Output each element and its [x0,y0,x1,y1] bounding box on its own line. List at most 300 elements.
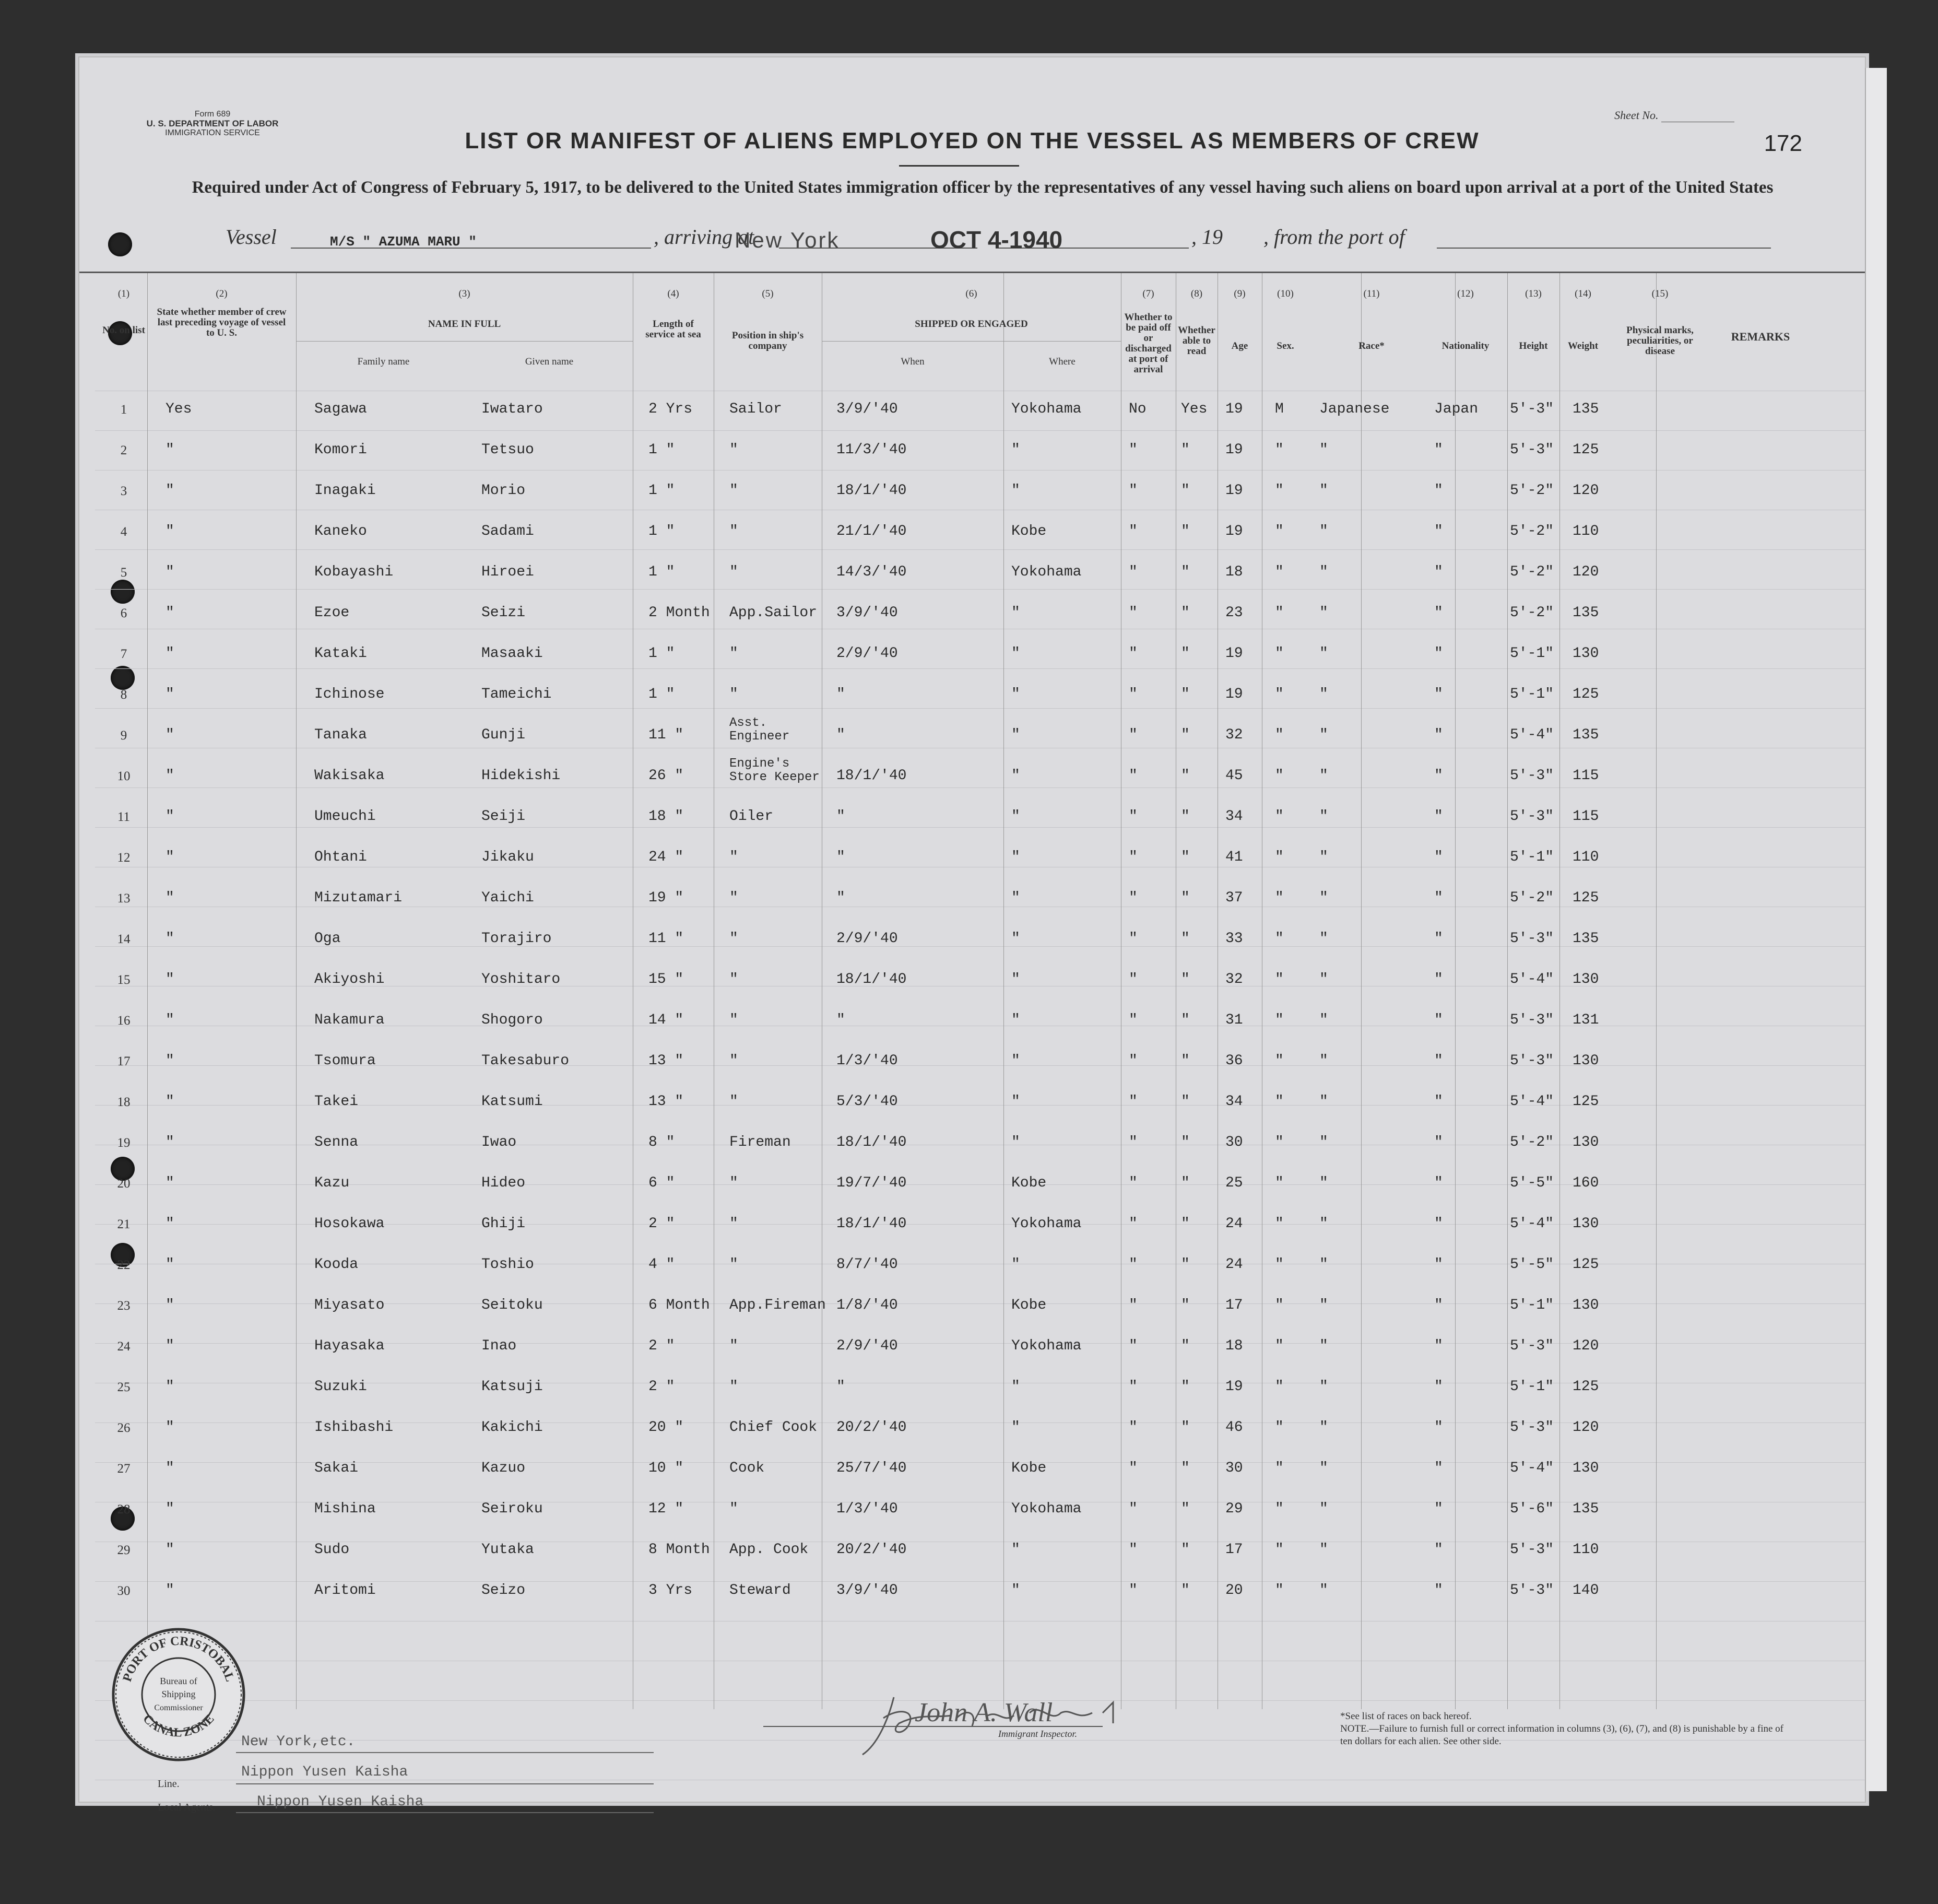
cell-family-name: Kataki [314,645,367,662]
cell-nationality: " [1434,808,1443,825]
cell-weight: 125 [1573,890,1599,906]
header-given-name: Given name [525,356,574,367]
grid-line [95,668,1865,669]
cell-service-length: 8 " [648,1134,675,1150]
cell-service-length: 1 " [648,442,675,458]
cell-able-to-read: " [1181,483,1190,499]
cell-position: " [729,1256,738,1273]
manifest-sheet [78,56,1866,1813]
cell-service-length: 20 " [648,1419,684,1436]
cell-row-number: 27 [117,1462,131,1476]
cell-when-engaged: 18/1/'40 [836,971,907,988]
department-name: U. S. DEPARTMENT OF LABOR [146,119,279,128]
cell-sex: " [1275,1501,1284,1517]
grid-line [95,470,1865,471]
cell-paid-off: " [1129,1501,1138,1517]
cell-weight: 135 [1573,401,1599,417]
grid-line [95,1105,1865,1106]
crew-manifest-table [79,272,1865,1709]
cell-service-length: 14 " [648,1012,684,1028]
cell-where-engaged: " [1011,1379,1020,1395]
cell-service-length: 26 " [648,768,684,784]
cell-position: " [729,483,738,499]
cell-given-name: Sadami [481,523,534,539]
cell-able-to-read: " [1181,442,1190,458]
cell-weight: 120 [1573,1338,1599,1354]
cell-able-to-read: " [1181,1094,1190,1110]
cell-height: 5'-4" [1510,1460,1554,1476]
cell-race: " [1319,1297,1328,1313]
cell-family-name: Tsomura [314,1053,376,1069]
cell-row-number: 28 [117,1502,131,1517]
arriving-label: , arriving at [654,225,754,249]
from-port-field [1437,230,1771,249]
cell-sex: " [1275,1460,1284,1476]
cell-age: 30 [1225,1460,1243,1476]
cell-paid-off: " [1129,808,1138,825]
header-shipped-rule [822,341,1121,342]
cell-prev-voyage: " [166,808,174,825]
cell-age: 19 [1225,645,1243,662]
cell-row-number: 15 [117,973,131,987]
cell-sex: " [1275,523,1284,539]
cell-height: 5'-3" [1510,1542,1554,1558]
cell-weight: 115 [1573,808,1599,825]
cell-age: 32 [1225,971,1243,988]
cell-row-number: 11 [117,810,131,824]
cell-able-to-read: " [1181,1542,1190,1558]
cell-weight: 115 [1573,768,1599,784]
cell-when-engaged: 2/9/'40 [836,931,898,947]
cell-sex: " [1275,1216,1284,1232]
header-where: Where [1049,356,1076,367]
cell-given-name: Hiroei [481,564,534,580]
cell-service-length: 8 Month [648,1542,710,1558]
cell-service-length: 15 " [648,971,684,988]
cell-weight: 110 [1573,1542,1599,1558]
cell-height: 5'-5" [1510,1256,1554,1273]
cell-row-number: 22 [117,1258,131,1272]
header-col1-number: (1) [117,288,130,299]
cell-height: 5'-1" [1510,645,1554,662]
cell-service-length: 6 Month [648,1297,710,1313]
header-col13-number: (13) [1525,288,1542,299]
cell-age: 18 [1225,1338,1243,1354]
cell-row-number: 23 [117,1299,131,1313]
cell-where-engaged: " [1011,1134,1020,1150]
cell-race: " [1319,1419,1328,1436]
cell-family-name: Aritomi [314,1582,376,1599]
cell-position: App.Fireman [729,1297,826,1313]
header-name-rule [296,341,633,342]
svg-text:Bureau of: Bureau of [160,1676,197,1686]
cell-sex: " [1275,564,1284,580]
cell-age: 18 [1225,564,1243,580]
cell-when-engaged: 19/7/'40 [836,1175,907,1191]
header-position: Position in ship's company [731,330,804,351]
footer-agents-typed: Nippon Yusen Kaisha [257,1794,424,1810]
cell-where-engaged: Kobe [1011,1175,1047,1191]
header-name-in-full: NAME IN FULL [428,319,501,330]
cell-race: " [1319,1379,1328,1395]
cell-row-number: 13 [117,891,131,906]
cell-prev-voyage: " [166,1256,174,1273]
cell-row-number: 6 [120,606,127,620]
cell-weight: 131 [1573,1012,1599,1028]
cell-row-number: 14 [117,932,131,946]
cell-service-length: 6 " [648,1175,675,1191]
cell-when-engaged: 1/3/'40 [836,1053,898,1069]
cell-nationality: " [1434,1419,1443,1436]
cell-able-to-read: " [1181,1134,1190,1150]
cell-weight: 120 [1573,1419,1599,1436]
cell-sex: " [1275,1256,1284,1273]
cell-weight: 130 [1573,1053,1599,1069]
sheet-number-label [1614,109,1734,122]
cell-race: " [1319,1542,1328,1558]
cell-sex: " [1275,1297,1284,1313]
cell-able-to-read: " [1181,1379,1190,1395]
cell-position: " [729,564,738,580]
cell-when-engaged: " [836,890,845,906]
footer-line-label: Line. [158,1778,180,1790]
header-when: When [901,356,925,367]
cell-paid-off: " [1129,483,1138,499]
cell-weight: 130 [1573,1460,1599,1476]
cell-family-name: Kobayashi [314,564,394,580]
cell-nationality: " [1434,1256,1443,1273]
column-divider [1003,273,1004,1709]
cell-prev-voyage: " [166,564,174,580]
cell-when-engaged: 3/9/'40 [836,1582,898,1599]
cell-sex: " [1275,890,1284,906]
cell-race: " [1319,1501,1328,1517]
cell-age: 33 [1225,931,1243,947]
cell-able-to-read: " [1181,1256,1190,1273]
cell-family-name: Sagawa [314,401,367,417]
cell-nationality: Japan [1434,401,1479,417]
cell-race: " [1319,1582,1328,1599]
sheet-number: 172 [1764,131,1802,156]
cell-service-length: 11 " [648,727,684,743]
cell-family-name: Umeuchi [314,808,376,825]
cell-when-engaged: 5/3/'40 [836,1094,898,1110]
header-col10-number: (10) [1277,288,1294,299]
cell-age: 34 [1225,808,1243,825]
cell-position: App. Cook [729,1542,809,1558]
cell-able-to-read: " [1181,1297,1190,1313]
cell-prev-voyage: " [166,1542,174,1558]
cell-family-name: Ohtani [314,849,367,865]
cell-service-length: 13 " [648,1053,684,1069]
inspector-label: Immigrant Inspector. [998,1729,1077,1739]
cell-family-name: Wakisaka [314,768,385,784]
cell-given-name: Seitoku [481,1297,543,1313]
cell-able-to-read: " [1181,1460,1190,1476]
cell-service-length: 2 " [648,1216,675,1232]
cell-given-name: Hidekishi [481,768,561,784]
cell-given-name: Jikaku [481,849,534,865]
cell-paid-off: " [1129,1460,1138,1476]
cell-height: 5'-1" [1510,1379,1554,1395]
cell-weight: 140 [1573,1582,1599,1599]
cell-able-to-read: " [1181,808,1190,825]
cell-service-length: 3 Yrs [648,1582,693,1599]
cell-sex: " [1275,483,1284,499]
port-of-cristobal-stamp [108,1624,249,1765]
cell-given-name: Shogoro [481,1012,543,1028]
cell-row-number: 5 [120,566,127,580]
cell-given-name: Takesaburo [481,1053,570,1069]
cell-position: " [729,1094,738,1110]
cell-position: Engine's Store Keeper [729,757,820,784]
cell-given-name: Toshio [481,1256,534,1273]
cell-sex: M [1275,401,1284,417]
service-name: IMMIGRATION SERVICE [165,128,260,137]
cell-position: " [729,1379,738,1395]
cell-where-engaged: " [1011,442,1020,458]
cell-paid-off: " [1129,1094,1138,1110]
cell-paid-off: " [1129,727,1138,743]
cell-paid-off: " [1129,645,1138,662]
cell-paid-off: " [1129,605,1138,621]
cell-family-name: Ishibashi [314,1419,394,1436]
cell-prev-voyage: " [166,890,174,906]
cell-race: " [1319,483,1328,499]
header-no-on-list: No. on list [102,325,145,336]
cell-race: Japanese [1319,401,1390,417]
cell-position: " [729,1053,738,1069]
from-port-label: , from the port of [1263,225,1405,249]
cell-position: Sailor [729,401,782,417]
cell-where-engaged: Kobe [1011,1460,1047,1476]
cell-age: 41 [1225,849,1243,865]
cell-weight: 135 [1573,931,1599,947]
cell-sex: " [1275,1175,1284,1191]
cell-where-engaged: " [1011,971,1020,988]
cell-weight: 135 [1573,727,1599,743]
cell-paid-off: " [1129,890,1138,906]
cell-nationality: " [1434,1175,1443,1191]
cell-given-name: Torajiro [481,931,552,947]
header-col7-number: (7) [1142,288,1154,299]
cell-age: 30 [1225,1134,1243,1150]
grid-line [95,827,1865,828]
cell-given-name: Inao [481,1338,517,1354]
cell-race: " [1319,1094,1328,1110]
cell-given-name: Katsumi [481,1094,543,1110]
cell-when-engaged: 20/2/'40 [836,1542,907,1558]
cell-age: 36 [1225,1053,1243,1069]
cell-sex: " [1275,442,1284,458]
cell-height: 5'-3" [1510,401,1554,417]
form-number: Form 689 [194,110,231,119]
page-subtitle: Required under Act of Congress of February 5, 1917, to be delivered to the United States immigration officer by the representatives of any vessel having such aliens on board upon arrival at a port of the United States [192,178,1774,197]
cell-able-to-read: " [1181,1338,1190,1354]
cell-nationality: " [1434,849,1443,865]
cell-where-engaged: " [1011,1542,1020,1558]
cell-sex: " [1275,1134,1284,1150]
page-title: LIST OR MANIFEST OF ALIENS EMPLOYED ON THE VESSEL AS MEMBERS OF CREW [465,128,1480,154]
cell-age: 37 [1225,890,1243,906]
cell-family-name: Takei [314,1094,359,1110]
cell-nationality: " [1434,1582,1443,1599]
cell-when-engaged: 8/7/'40 [836,1256,898,1273]
grid-line [95,430,1865,431]
cell-height: 5'-3" [1510,442,1554,458]
cell-where-engaged: " [1011,768,1020,784]
cell-age: 19 [1225,523,1243,539]
cell-family-name: Hosokawa [314,1216,385,1232]
cell-prev-voyage: " [166,971,174,988]
cell-nationality: " [1434,1216,1443,1232]
cell-nationality: " [1434,686,1443,702]
cell-family-name: Ezoe [314,605,350,621]
cell-nationality: " [1434,971,1443,988]
cell-age: 34 [1225,1094,1243,1110]
cell-nationality: " [1434,1297,1443,1313]
cell-prev-voyage: " [166,1501,174,1517]
cell-where-engaged: " [1011,1012,1020,1028]
cell-paid-off: " [1129,1053,1138,1069]
cell-age: 25 [1225,1175,1243,1191]
column-divider [1361,273,1362,1709]
footer-line-2 [236,1783,654,1784]
cell-nationality: " [1434,1338,1443,1354]
column-divider [1656,273,1657,1709]
cell-nationality: " [1434,727,1443,743]
cell-given-name: Gunji [481,727,526,743]
cell-position: " [729,971,738,988]
cell-row-number: 24 [117,1339,131,1354]
cell-weight: 120 [1573,564,1599,580]
cell-where-engaged: Yokohama [1011,564,1082,580]
cell-where-engaged: Yokohama [1011,1216,1082,1232]
cell-row-number: 25 [117,1380,131,1394]
cell-where-engaged: " [1011,1256,1020,1273]
cell-service-length: 4 " [648,1256,675,1273]
cell-age: 45 [1225,768,1243,784]
cell-when-engaged: 3/9/'40 [836,401,898,417]
cell-race: " [1319,1053,1328,1069]
cell-row-number: 16 [117,1014,131,1028]
cell-height: 5'-4" [1510,1216,1554,1232]
header-length-of-service: Length of service at sea [645,319,701,340]
cell-weight: 130 [1573,1297,1599,1313]
cell-when-engaged: " [836,849,845,865]
cell-service-length: 2 Yrs [648,401,693,417]
cell-row-number: 3 [120,484,127,498]
cell-height: 5'-1" [1510,686,1554,702]
cell-given-name: Ghiji [481,1216,526,1232]
cell-nationality: " [1434,1460,1443,1476]
cell-service-length: 13 " [648,1094,684,1110]
cell-paid-off: " [1129,971,1138,988]
arrival-port: New York [735,228,840,252]
cell-prev-voyage: " [166,727,174,743]
footer-port-typed: New York,etc. [241,1734,356,1750]
header-col12-number: (12) [1457,288,1474,299]
header-col9-number: (9) [1234,288,1246,299]
cell-age: 24 [1225,1256,1243,1273]
cell-sex: " [1275,768,1284,784]
cell-nationality: " [1434,931,1443,947]
cell-able-to-read: " [1181,1501,1190,1517]
cell-prev-voyage: " [166,1419,174,1436]
cell-given-name: Kakichi [481,1419,543,1436]
cell-race: " [1319,1216,1328,1232]
cell-paid-off: " [1129,1419,1138,1436]
cell-age: 24 [1225,1216,1243,1232]
grid-line [95,946,1865,947]
cell-when-engaged: 25/7/'40 [836,1460,907,1476]
cell-race: " [1319,686,1328,702]
cell-prev-voyage: " [166,768,174,784]
cell-position: " [729,849,738,865]
cell-where-engaged: Kobe [1011,1297,1047,1313]
cell-height: 5'-3" [1510,1419,1554,1436]
cell-where-engaged: " [1011,686,1020,702]
cell-paid-off: " [1129,1256,1138,1273]
cell-prev-voyage: " [166,1582,174,1599]
cell-where-engaged: " [1011,1094,1020,1110]
cell-weight: 130 [1573,1134,1599,1150]
column-divider [1559,273,1560,1709]
cell-prev-voyage: " [166,1094,174,1110]
cell-age: 19 [1225,401,1243,417]
cell-able-to-read: " [1181,931,1190,947]
cell-given-name: Iwao [481,1134,517,1150]
cell-age: 19 [1225,1379,1243,1395]
cell-race: " [1319,1460,1328,1476]
cell-given-name: Seizo [481,1582,526,1599]
header-weight: Weight [1567,340,1599,351]
cell-weight: 110 [1573,523,1599,539]
svg-text:PORT OF CRISTOBAL: PORT OF CRISTOBAL [120,1634,237,1684]
cell-height: 5'-3" [1510,1582,1554,1599]
cell-height: 5'-2" [1510,523,1554,539]
cell-able-to-read: Yes [1181,401,1208,417]
cell-family-name: Hayasaka [314,1338,385,1354]
cell-height: 5'-2" [1510,890,1554,906]
cell-weight: 120 [1573,483,1599,499]
cell-row-number: 21 [117,1217,131,1231]
cell-service-length: 2 " [648,1379,675,1395]
cell-nationality: " [1434,1542,1443,1558]
cell-prev-voyage: " [166,931,174,947]
cell-prev-voyage: Yes [166,401,192,417]
cell-when-engaged: " [836,1012,845,1028]
cell-able-to-read: " [1181,727,1190,743]
cell-given-name: Morio [481,483,526,499]
cell-paid-off: " [1129,564,1138,580]
cell-weight: 125 [1573,442,1599,458]
cell-paid-off: " [1129,1379,1138,1395]
title-underline [899,165,1019,167]
cell-family-name: Senna [314,1134,359,1150]
cell-prev-voyage: " [166,1012,174,1028]
cell-when-engaged: 1/8/'40 [836,1297,898,1313]
cell-family-name: Nakamura [314,1012,385,1028]
cell-prev-voyage: " [166,1338,174,1354]
arrival-date-stamp: OCT 4-1940 [930,226,1063,253]
cell-position: " [729,1501,738,1517]
cell-nationality: " [1434,1094,1443,1110]
cell-where-engaged: Kobe [1011,523,1047,539]
cell-service-length: 12 " [648,1501,684,1517]
cell-prev-voyage: " [166,1053,174,1069]
cell-able-to-read: " [1181,1419,1190,1436]
